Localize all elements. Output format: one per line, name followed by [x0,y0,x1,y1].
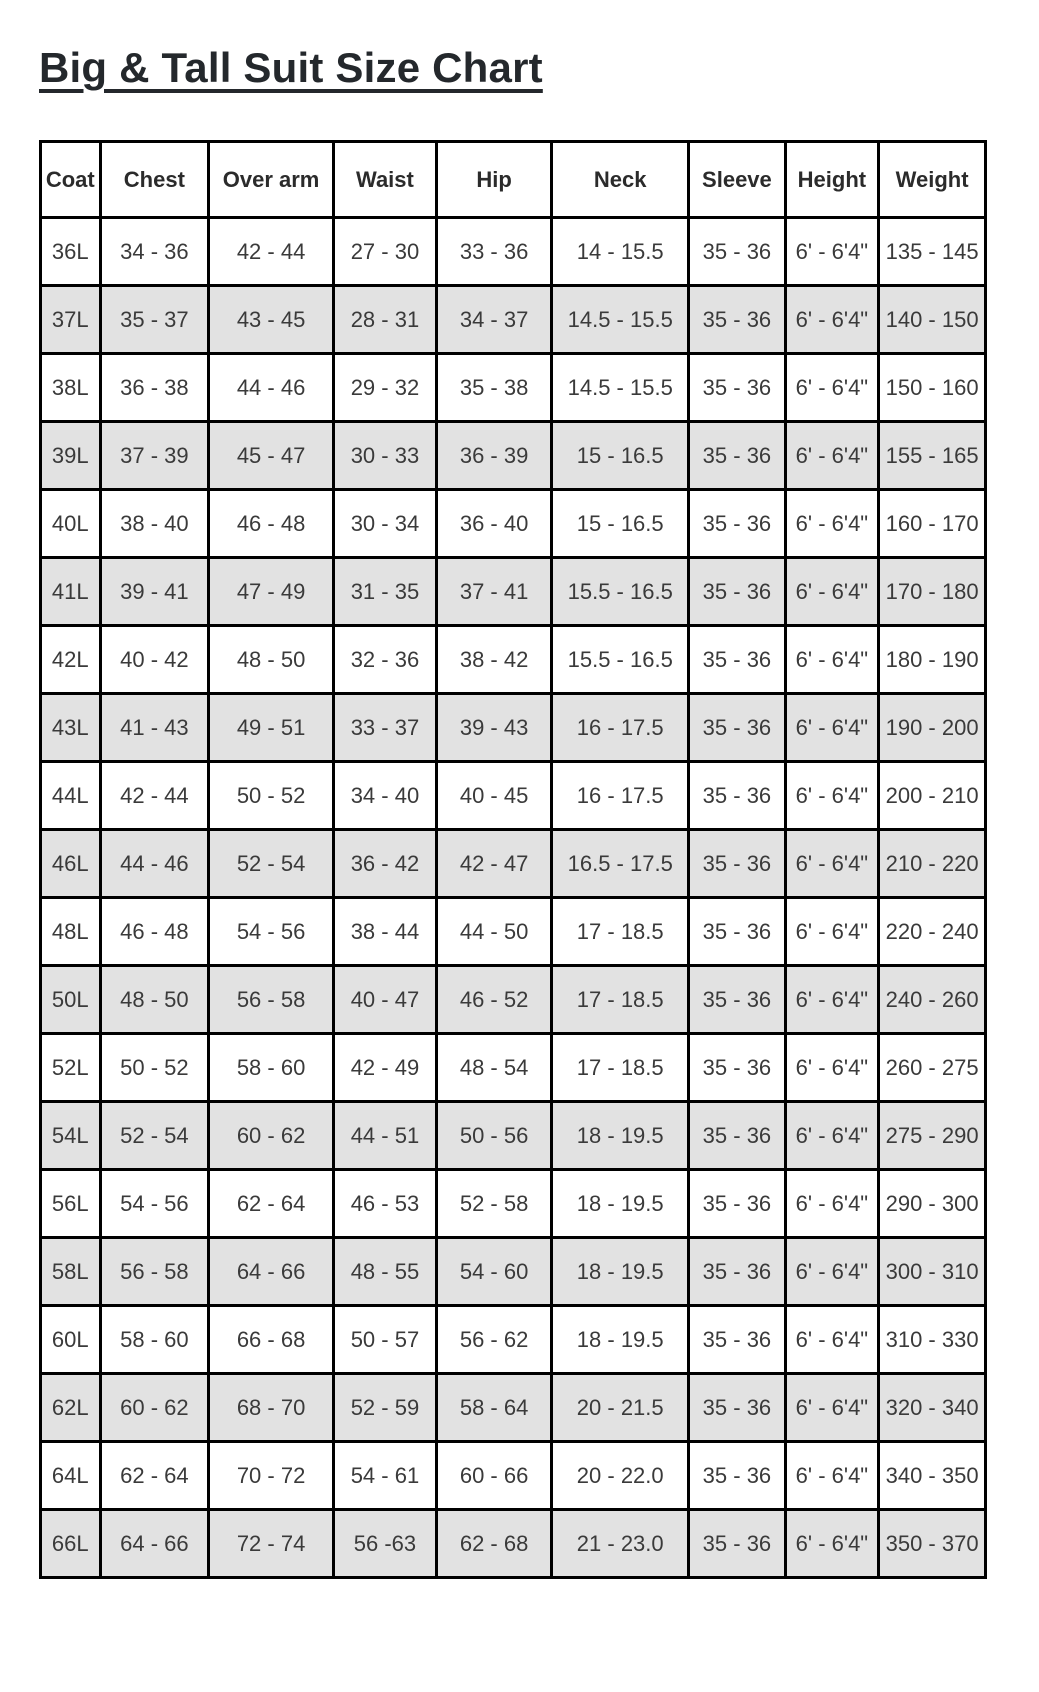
cell-sleeve: 35 - 36 [689,422,785,490]
cell-waist: 30 - 33 [333,422,436,490]
cell-over-arm: 66 - 68 [209,1306,334,1374]
cell-over-arm: 72 - 74 [209,1510,334,1578]
cell-sleeve: 35 - 36 [689,694,785,762]
cell-chest: 39 - 41 [100,558,209,626]
cell-waist: 38 - 44 [333,898,436,966]
table-row [41,558,986,626]
cell-weight: 300 - 310 [879,1238,986,1306]
cell-hip: 46 - 52 [436,966,551,1034]
cell-hip: 52 - 58 [436,1170,551,1238]
cell-chest: 44 - 46 [100,830,209,898]
cell-sleeve: 35 - 36 [689,898,785,966]
cell-waist: 30 - 34 [333,490,436,558]
table-row [41,966,986,1034]
cell-neck: 16 - 17.5 [552,694,689,762]
cell-coat: 56L [41,1170,101,1238]
column-header-waist: Waist [333,142,436,218]
cell-over-arm: 45 - 47 [209,422,334,490]
cell-chest: 56 - 58 [100,1238,209,1306]
cell-neck: 15 - 16.5 [552,422,689,490]
cell-neck: 15.5 - 16.5 [552,626,689,694]
cell-coat: 43L [41,694,101,762]
cell-coat: 44L [41,762,101,830]
table-row [41,1442,986,1510]
cell-weight: 240 - 260 [879,966,986,1034]
cell-chest: 62 - 64 [100,1442,209,1510]
table-row [41,898,986,966]
cell-neck: 18 - 19.5 [552,1238,689,1306]
cell-height: 6' - 6'4" [785,1306,879,1374]
cell-chest: 64 - 66 [100,1510,209,1578]
cell-neck: 17 - 18.5 [552,966,689,1034]
cell-sleeve: 35 - 36 [689,1102,785,1170]
cell-weight: 160 - 170 [879,490,986,558]
cell-waist: 29 - 32 [333,354,436,422]
table-row [41,490,986,558]
table-row [41,1102,986,1170]
cell-chest: 37 - 39 [100,422,209,490]
table-row [41,626,986,694]
cell-chest: 48 - 50 [100,966,209,1034]
cell-chest: 41 - 43 [100,694,209,762]
cell-neck: 18 - 19.5 [552,1306,689,1374]
cell-coat: 60L [41,1306,101,1374]
cell-hip: 39 - 43 [436,694,551,762]
cell-neck: 18 - 19.5 [552,1170,689,1238]
table-row [41,354,986,422]
cell-hip: 44 - 50 [436,898,551,966]
cell-sleeve: 35 - 36 [689,490,785,558]
cell-over-arm: 64 - 66 [209,1238,334,1306]
cell-waist: 50 - 57 [333,1306,436,1374]
cell-height: 6' - 6'4" [785,354,879,422]
cell-weight: 290 - 300 [879,1170,986,1238]
cell-over-arm: 44 - 46 [209,354,334,422]
cell-coat: 39L [41,422,101,490]
cell-coat: 36L [41,218,101,286]
cell-hip: 50 - 56 [436,1102,551,1170]
page-title: Big & Tall Suit Size Chart [39,44,543,91]
cell-weight: 310 - 330 [879,1306,986,1374]
cell-neck: 14 - 15.5 [552,218,689,286]
cell-sleeve: 35 - 36 [689,966,785,1034]
cell-waist: 52 - 59 [333,1374,436,1442]
table-header [41,142,986,218]
cell-height: 6' - 6'4" [785,218,879,286]
cell-neck: 21 - 23.0 [552,1510,689,1578]
cell-weight: 210 - 220 [879,830,986,898]
cell-over-arm: 42 - 44 [209,218,334,286]
column-header-weight: Weight [879,142,986,218]
cell-sleeve: 35 - 36 [689,1374,785,1442]
cell-waist: 34 - 40 [333,762,436,830]
cell-over-arm: 50 - 52 [209,762,334,830]
cell-weight: 220 - 240 [879,898,986,966]
cell-hip: 58 - 64 [436,1374,551,1442]
cell-neck: 18 - 19.5 [552,1102,689,1170]
cell-sleeve: 35 - 36 [689,1510,785,1578]
cell-over-arm: 62 - 64 [209,1170,334,1238]
cell-waist: 36 - 42 [333,830,436,898]
cell-weight: 190 - 200 [879,694,986,762]
cell-coat: 38L [41,354,101,422]
cell-waist: 56 -63 [333,1510,436,1578]
cell-waist: 27 - 30 [333,218,436,286]
table-row [41,1306,986,1374]
cell-weight: 340 - 350 [879,1442,986,1510]
column-header-neck: Neck [552,142,689,218]
cell-neck: 15 - 16.5 [552,490,689,558]
cell-height: 6' - 6'4" [785,762,879,830]
cell-weight: 350 - 370 [879,1510,986,1578]
cell-hip: 36 - 40 [436,490,551,558]
cell-height: 6' - 6'4" [785,830,879,898]
cell-height: 6' - 6'4" [785,558,879,626]
table-row [41,830,986,898]
cell-waist: 48 - 55 [333,1238,436,1306]
cell-hip: 36 - 39 [436,422,551,490]
cell-neck: 20 - 21.5 [552,1374,689,1442]
cell-hip: 37 - 41 [436,558,551,626]
cell-chest: 50 - 52 [100,1034,209,1102]
cell-weight: 180 - 190 [879,626,986,694]
cell-sleeve: 35 - 36 [689,1170,785,1238]
cell-weight: 170 - 180 [879,558,986,626]
cell-weight: 135 - 145 [879,218,986,286]
cell-chest: 38 - 40 [100,490,209,558]
cell-neck: 16.5 - 17.5 [552,830,689,898]
cell-neck: 16 - 17.5 [552,762,689,830]
cell-sleeve: 35 - 36 [689,558,785,626]
cell-waist: 40 - 47 [333,966,436,1034]
cell-neck: 17 - 18.5 [552,898,689,966]
cell-waist: 42 - 49 [333,1034,436,1102]
column-header-hip: Hip [436,142,551,218]
cell-sleeve: 35 - 36 [689,354,785,422]
cell-over-arm: 46 - 48 [209,490,334,558]
cell-height: 6' - 6'4" [785,1442,879,1510]
cell-chest: 40 - 42 [100,626,209,694]
cell-height: 6' - 6'4" [785,1510,879,1578]
cell-neck: 15.5 - 16.5 [552,558,689,626]
cell-chest: 60 - 62 [100,1374,209,1442]
table-row [41,1374,986,1442]
cell-hip: 33 - 36 [436,218,551,286]
cell-over-arm: 52 - 54 [209,830,334,898]
cell-height: 6' - 6'4" [785,898,879,966]
cell-neck: 14.5 - 15.5 [552,286,689,354]
cell-over-arm: 43 - 45 [209,286,334,354]
header-row [41,142,986,218]
cell-chest: 35 - 37 [100,286,209,354]
cell-over-arm: 47 - 49 [209,558,334,626]
column-header-height: Height [785,142,879,218]
cell-chest: 36 - 38 [100,354,209,422]
table-row [41,1238,986,1306]
cell-sleeve: 35 - 36 [689,286,785,354]
cell-hip: 34 - 37 [436,286,551,354]
cell-coat: 42L [41,626,101,694]
column-header-over-arm: Over arm [209,142,334,218]
cell-coat: 40L [41,490,101,558]
cell-over-arm: 49 - 51 [209,694,334,762]
cell-coat: 50L [41,966,101,1034]
cell-height: 6' - 6'4" [785,1102,879,1170]
cell-coat: 54L [41,1102,101,1170]
cell-over-arm: 60 - 62 [209,1102,334,1170]
cell-chest: 58 - 60 [100,1306,209,1374]
cell-coat: 37L [41,286,101,354]
cell-waist: 54 - 61 [333,1442,436,1510]
cell-waist: 44 - 51 [333,1102,436,1170]
cell-height: 6' - 6'4" [785,422,879,490]
cell-neck: 14.5 - 15.5 [552,354,689,422]
cell-weight: 275 - 290 [879,1102,986,1170]
cell-over-arm: 54 - 56 [209,898,334,966]
cell-chest: 52 - 54 [100,1102,209,1170]
cell-coat: 62L [41,1374,101,1442]
cell-hip: 60 - 66 [436,1442,551,1510]
cell-height: 6' - 6'4" [785,694,879,762]
cell-waist: 32 - 36 [333,626,436,694]
cell-waist: 31 - 35 [333,558,436,626]
cell-hip: 48 - 54 [436,1034,551,1102]
cell-neck: 17 - 18.5 [552,1034,689,1102]
table-row [41,694,986,762]
cell-coat: 41L [41,558,101,626]
cell-over-arm: 56 - 58 [209,966,334,1034]
cell-hip: 35 - 38 [436,354,551,422]
cell-chest: 46 - 48 [100,898,209,966]
cell-coat: 64L [41,1442,101,1510]
cell-sleeve: 35 - 36 [689,830,785,898]
cell-coat: 66L [41,1510,101,1578]
cell-height: 6' - 6'4" [785,490,879,558]
size-chart-table [39,140,987,1579]
table-row [41,762,986,830]
table-row [41,218,986,286]
table-row [41,1034,986,1102]
cell-waist: 28 - 31 [333,286,436,354]
cell-hip: 56 - 62 [436,1306,551,1374]
cell-neck: 20 - 22.0 [552,1442,689,1510]
cell-height: 6' - 6'4" [785,966,879,1034]
cell-height: 6' - 6'4" [785,1374,879,1442]
cell-height: 6' - 6'4" [785,1170,879,1238]
column-header-coat: Coat [41,142,101,218]
cell-weight: 260 - 275 [879,1034,986,1102]
cell-sleeve: 35 - 36 [689,1034,785,1102]
cell-sleeve: 35 - 36 [689,218,785,286]
cell-sleeve: 35 - 36 [689,1238,785,1306]
cell-coat: 48L [41,898,101,966]
table-row [41,1510,986,1578]
cell-hip: 40 - 45 [436,762,551,830]
cell-height: 6' - 6'4" [785,286,879,354]
column-header-chest: Chest [100,142,209,218]
table-body [41,218,986,1578]
cell-waist: 33 - 37 [333,694,436,762]
cell-weight: 150 - 160 [879,354,986,422]
cell-height: 6' - 6'4" [785,1238,879,1306]
cell-hip: 38 - 42 [436,626,551,694]
cell-hip: 62 - 68 [436,1510,551,1578]
table-row [41,1170,986,1238]
cell-coat: 52L [41,1034,101,1102]
table-row [41,422,986,490]
cell-coat: 58L [41,1238,101,1306]
cell-weight: 200 - 210 [879,762,986,830]
table-row [41,286,986,354]
cell-over-arm: 58 - 60 [209,1034,334,1102]
column-header-sleeve: Sleeve [689,142,785,218]
cell-over-arm: 68 - 70 [209,1374,334,1442]
cell-waist: 46 - 53 [333,1170,436,1238]
cell-weight: 155 - 165 [879,422,986,490]
cell-sleeve: 35 - 36 [689,1306,785,1374]
cell-chest: 34 - 36 [100,218,209,286]
cell-chest: 54 - 56 [100,1170,209,1238]
cell-coat: 46L [41,830,101,898]
cell-chest: 42 - 44 [100,762,209,830]
cell-hip: 54 - 60 [436,1238,551,1306]
cell-sleeve: 35 - 36 [689,626,785,694]
cell-over-arm: 48 - 50 [209,626,334,694]
cell-hip: 42 - 47 [436,830,551,898]
cell-weight: 140 - 150 [879,286,986,354]
cell-weight: 320 - 340 [879,1374,986,1442]
cell-height: 6' - 6'4" [785,1034,879,1102]
cell-height: 6' - 6'4" [785,626,879,694]
cell-sleeve: 35 - 36 [689,1442,785,1510]
cell-over-arm: 70 - 72 [209,1442,334,1510]
cell-sleeve: 35 - 36 [689,762,785,830]
